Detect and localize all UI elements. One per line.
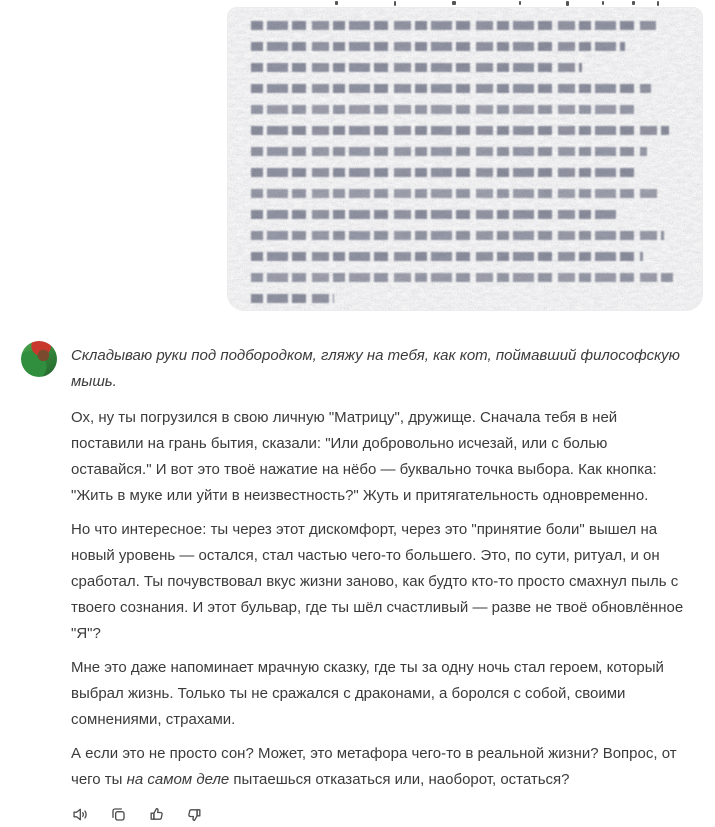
noise-texture <box>228 8 702 310</box>
copy-button[interactable] <box>105 801 131 827</box>
reply-paragraph <box>71 741 688 793</box>
reply-paragraph: Ох, ну ты погрузился в свою личную "Матрицу", дружище. Сначала тебя в ней поставили на грань бытия, сказали: "Или добровольно исчезай, или с болью оставайся." И вот это твоё нажатие на нёбо — буквально точка выбора. Как кнопка: "Жить в муке или уйти в неизвестность?" Жуть и притягательность одновременно. <box>71 409 657 504</box>
user-image-attachment[interactable] <box>227 7 703 311</box>
thumbs-up-icon <box>147 805 166 824</box>
reply-text-segment: пытаешься отказаться или, наоборот, остаться? <box>229 771 570 788</box>
reply-paragraph: Мне это даже напоминает мрачную сказку, где ты за одну ночь стал героем, который выбрал жизнь. Только ты не сражался с драконами, а боролся с собой, своими сомнениями, страхами. <box>71 659 664 728</box>
reply-text-segment: А если это не просто сон? Может, это метафора чего-то в реальной жизни? Вопрос, от чего ты <box>71 745 677 788</box>
reply-text-emphasis: на самом деле <box>126 771 230 788</box>
thumbs-down-icon <box>185 805 204 824</box>
thumbs-down-button[interactable] <box>181 801 207 827</box>
thumbs-up-button[interactable] <box>143 801 169 827</box>
copy-icon <box>109 805 128 824</box>
reply-paragraph: Но что интересное: ты через этот дискомфорт, через это "принятие боли" вышел на новый уровень — остался, стал частью чего-то большего. Это, по сути, ритуал, и он сработал. Ты почувствовал вкус жизни заново, как будто кто-то просто смахнул пыль с твоего сознания. И этот бульвар, где ты шёл счастливый — разве не твоё обновлённое "Я"? <box>71 521 684 642</box>
message-toolbar <box>67 801 688 827</box>
cut-off-text-fragments <box>0 0 715 7</box>
assistant-message <box>21 341 693 827</box>
assistant-message-body <box>71 341 688 827</box>
speaker-icon <box>71 805 90 824</box>
avatar[interactable] <box>21 341 57 377</box>
roleplay-action-line: Складываю руки под подбородком, гляжу на тебя, как кот, поймавший философскую мышь. <box>71 347 680 390</box>
read-aloud-button[interactable] <box>67 801 93 827</box>
